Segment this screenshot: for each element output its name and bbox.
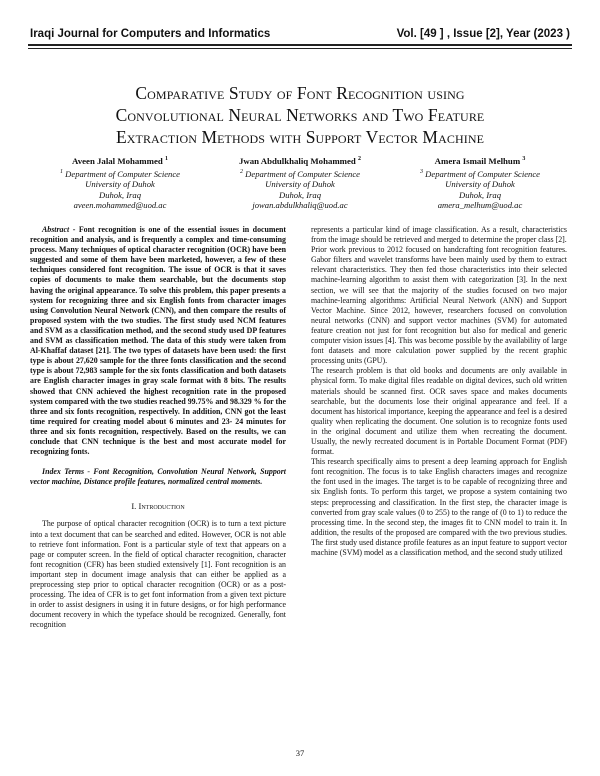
- author-univ: University of Duhok: [265, 178, 335, 189]
- title-line-3: Extraction Methods with Support Vector Machine: [115, 127, 485, 147]
- abstract-label: Abstract: [42, 225, 70, 234]
- author-email: amera_melhum@uod.ac: [437, 200, 523, 211]
- journal-name: Iraqi Journal for Computers and Informatics: [30, 28, 271, 40]
- author-univ: University of Duhok: [85, 178, 155, 189]
- right-column: [311, 225, 567, 558]
- issue-info: Vol. [49 ] , Issue [2], Year (2023 ): [396, 28, 570, 40]
- left-column: [30, 225, 286, 630]
- author-2: [210, 154, 390, 211]
- author-email: jowan.abdulkhaliq@uod.ac: [252, 200, 348, 211]
- running-header: [0, 22, 600, 44]
- page-number: 37: [295, 748, 305, 758]
- author-email: aveen.mohammed@uod.ac: [73, 200, 167, 211]
- author-block: [30, 154, 570, 216]
- paper-title: [40, 82, 560, 148]
- body-paragraph: This research specifically aims to present a deep learning approach for English font recognition. The focus is to take English characters images and recognize the font used in the images. The target is to be capable of recognizing three and six English fonts. To perform this target, we propose a system containing two steps: preprocessing and classification. In the first step, the character image is converted from gray scale values (0 to 255) to the range of (0 to 1) to reduce the processing time. In the second step, the images fit to CNN model to train it. In addition, the results of the proposed are compared with the two previous studies. The first study used distance profile features as an input feature to support vector machine (SVM) model as a classification method, and the second study utilized: [311, 457, 567, 557]
- header-rule-thick: [28, 44, 572, 46]
- author-univ: University of Duhok: [445, 178, 515, 189]
- abstract: [30, 225, 286, 457]
- author-1: [30, 154, 210, 211]
- author-3: [390, 154, 570, 211]
- intro-paragraph: The purpose of optical character recognition (OCR) is to turn a text picture into a text document that can be searched and edited. However, OCR is not able to retrieve font information. Font is a particular style of text that appears on a page or computer screen. In the field of optical character recognition, character font recognition (CFR) has been studied extensively [1]. Font recognition is an important step in document image analysis that can either be applied as a preprocessing step prior to optical character recognition (OCR) or as a post-processing. The idea of CFR is to get font information from a given text picture in order to assist designers in using it in future designs, or for high performance document recovery in which the typeface should be recognized. Generally, font recognition: [30, 519, 286, 630]
- abstract-text: - Font recognition is one of the essential issues in document recognition and analysis, and is frequently a complex and time-consuming process. Many techniques of optical character recognition (OCR) have been suggested and some of them have been marketed, however, a few of these techniques considered font recognition. The issue of OCR is that it saves copies of documents to make them searchable, but the documents stop having the original appearance. To solve this problem, this paper presents a system for recognizing three and six English fonts from character images using Convolution Neural Network (CNN), and then compare the results of proposed system with the two studies. The first study used NCM features and SVM as a classification method, and the second study used DP features and SVM as classification method. The data of this study were taken from Al-Khaffaf dataset [21]. The two types of datasets have been used: the first type is about 27,620 sample for the three fonts classification and the second type is about 72,983 sample for the six fonts classification and both datasets are English character images in gray scale format with 8 bits. The results showed that CNN achieved the highest recognition rate in the proposed system compared with the two studies reached 99.75% and 98.329 % for the three and six fonts recognition, respectively. In addition, CNN got the least time required for creating model about 6 minutes and 23- 24 minutes for three and six fonts recognition, respectively. Based on the results, we can conclude that CNN technique is the best and most accurate model for recognizing fonts.: [30, 225, 286, 457]
- author-dept: $^1$ Department of Computer Science: [60, 168, 180, 179]
- author-name: Amera Ismail Melhum $^3$: [434, 155, 526, 166]
- body-paragraph: Prior work previous to 2012 focused on handcrafting font recognition features. Gabor filters and wavelet transforms have been mainly used by them to extract relevant characteristics. They then fed those characteristics into their selected machine-learning algorithm to assist them with categorization [3]. In the next section, we will see that the majority of the studies focused on two major machine-learning algorithms: Artificial Neural Network (ANN) and Support Vector Machine. Since 2012, however, researchers focused on convolution neural networks (CNN) and support vector machines (SVM) for automated feature creation not just for font recognition but also for medical and generic computer vision issues [4]. This was become possible by the availability of large font datasets and more calculation power supplied by the recent graphic processing units (GPU).: [311, 245, 567, 366]
- author-city: Duhok, Iraq: [458, 189, 501, 200]
- author-city: Duhok, Iraq: [278, 189, 321, 200]
- author-name: Aveen Jalal Mohammed $^1$: [72, 155, 168, 166]
- author-dept: $^2$ Department of Computer Science: [240, 168, 360, 179]
- index-terms: Index Terms - Font Recognition, Convolution Neural Network, Support vector machine, Distance profile features, normalized central moments.: [30, 467, 286, 487]
- body-paragraph: The research problem is that old books and documents are only available in physical form. To make digital files readable on digital devices, such old written materials should be scanned first. OCR saves space and makes documents searchable, but the documents lose their original appearance and feel. If a document has historical importance, keeping the appearance and feel is a desired quality when replicating the document. One solution is to recognize fonts used in the original document and utilize them when recreating the document. Usually, the newly recreated document is in Portable Document Format (PDF) format.: [311, 366, 567, 457]
- title-line-1: Comparative Study of Font Recognition using: [135, 83, 465, 103]
- title-line-2: Convolutional Neural Networks and Two Feature: [115, 105, 485, 125]
- header-rule-thin: [28, 48, 572, 49]
- section-heading-introduction: I. Introduction: [131, 501, 185, 512]
- author-dept: $^3$ Department of Computer Science: [420, 168, 540, 179]
- author-name: Jwan Abdulkhaliq Mohammed $^2$: [238, 155, 362, 166]
- body-paragraph: represents a particular kind of image classification. As a result, characteristics from the image should be retrieved and merged to determine the proper class [2].: [311, 225, 567, 245]
- author-city: Duhok, Iraq: [98, 189, 141, 200]
